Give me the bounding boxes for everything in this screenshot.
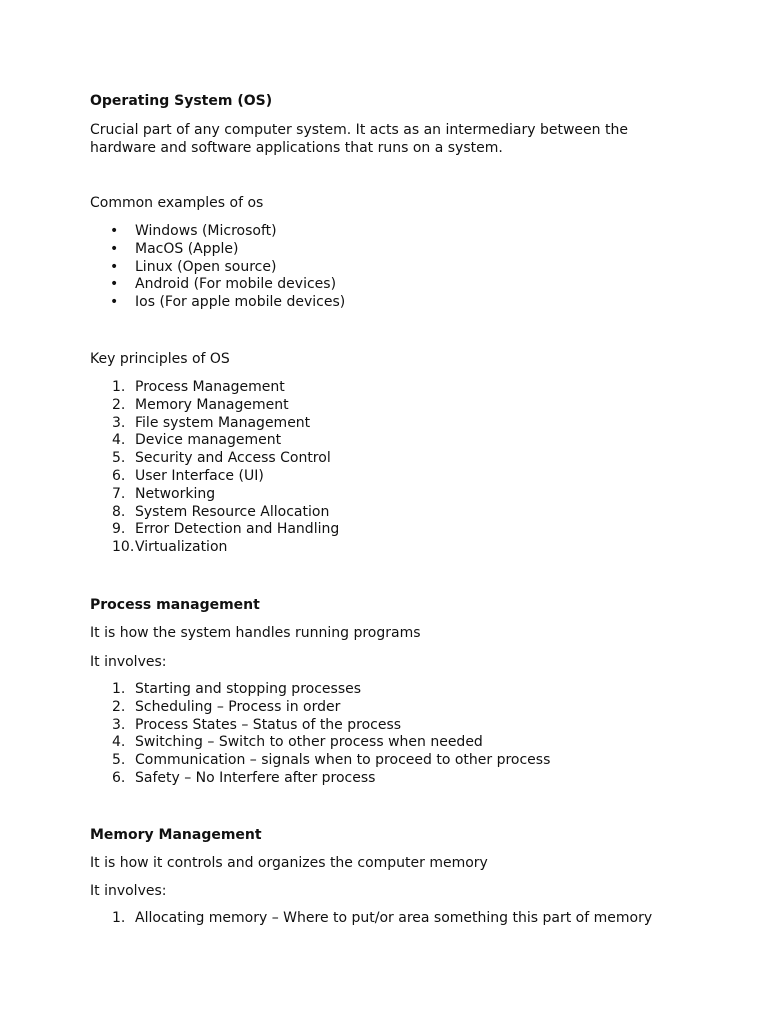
list-item: • MacOS (Apple) bbox=[110, 240, 239, 257]
memory-heading: Memory Management bbox=[90, 827, 262, 843]
list-item: 5. Communication – signals when to proceed to other process bbox=[112, 752, 551, 769]
list-item: 2. Memory Management bbox=[112, 396, 289, 413]
list-item: 3. File system Management bbox=[112, 414, 311, 431]
process-heading: Process management bbox=[90, 597, 260, 613]
list-item: 3. Process States – Status of the process bbox=[112, 716, 402, 733]
bullet-icon: • bbox=[110, 240, 119, 257]
principles-heading: Key principles of OS bbox=[90, 351, 230, 367]
process-involves-label: It involves: bbox=[90, 654, 167, 670]
list-item: 2. Scheduling – Process in order bbox=[112, 698, 341, 715]
process-description: It is how the system handles running programs bbox=[90, 625, 421, 641]
process-list bbox=[90, 681, 650, 788]
list-item: • Windows (Microsoft) bbox=[110, 223, 277, 239]
examples-heading: Common examples of os bbox=[90, 195, 264, 211]
list-item: • Linux (Open source) bbox=[110, 258, 277, 275]
principles-list bbox=[90, 379, 650, 557]
list-item: 9. Error Detection and Handling bbox=[112, 521, 340, 538]
memory-description: It is how it controls and organizes the computer memory bbox=[90, 855, 488, 871]
doc-title: Operating System (OS) bbox=[90, 93, 273, 109]
list-item: 1. Process Management bbox=[112, 379, 285, 395]
intro-paragraph: Crucial part of any computer system. It acts as an intermediary between the hardware and software applications that runs on a system. bbox=[90, 122, 628, 156]
bullet-icon: • bbox=[110, 223, 119, 239]
list-item: 6. Safety – No Interfere after process bbox=[112, 769, 376, 786]
list-item: 4. Device management bbox=[112, 432, 282, 449]
list-item: 7. Networking bbox=[112, 485, 216, 502]
list-item: 10. Virtualization bbox=[112, 539, 228, 556]
bullet-icon: • bbox=[110, 276, 119, 293]
list-item: 8. System Resource Allocation bbox=[112, 503, 330, 520]
list-item: 5. Security and Access Control bbox=[112, 450, 331, 467]
memory-involves-label: It involves: bbox=[90, 883, 167, 899]
list-item: 1. Allocating memory – Where to put/or area something this part of memory bbox=[112, 910, 653, 926]
list-item: • Ios (For apple mobile devices) bbox=[110, 294, 346, 311]
list-item: 1. Starting and stopping processes bbox=[112, 681, 362, 697]
bullet-icon: • bbox=[110, 294, 119, 311]
memory-list bbox=[90, 910, 690, 928]
examples-list bbox=[90, 223, 650, 312]
list-item: 6. User Interface (UI) bbox=[112, 467, 264, 484]
list-item: • Android (For mobile devices) bbox=[110, 276, 337, 293]
bullet-icon: • bbox=[110, 258, 119, 275]
list-item: 4. Switching – Switch to other process when needed bbox=[112, 734, 483, 751]
